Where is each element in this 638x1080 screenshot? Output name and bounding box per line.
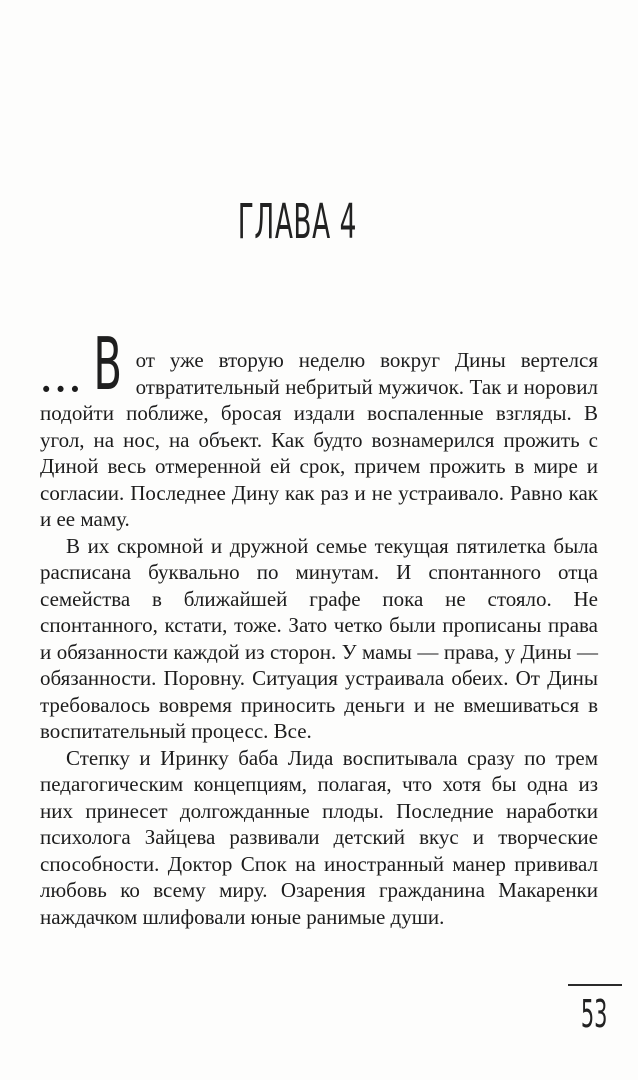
dropcap [40,322,133,406]
ellipsis-dots-icon: ••• [40,378,84,402]
paragraph-1 [40,322,598,533]
paragraph-3: Степку и Иринку баба Лида воспитывала сразу по трем педагогическим концепциям, полагая, что хотя бы одна из них принесет долгожданные плоды. Последние наработки психолога Зайцева развивали детский вкус и творческие способности. Доктор Спок на иностранный манер прививал любовь ко всему миру. Озарения гражданина Макаренки наждачком шлифовали юные ранимые души. [40,745,598,929]
paragraph-1-text: от уже вторую неделю вокруг Дины вертелся отвратительный небритый мужичок. Так и норовил подойти поближе, бросая издали воспаленные взгляды. В угол, на нос, на объект. Как будто вознамерился прожить с Диной весь отмеренной ей срок, причем прожить в мире и согласии. Последнее Дину как раз и не устраивало. Равно как и ее маму. [40,348,598,531]
body-text [40,322,598,930]
footer-rule [568,984,622,986]
paragraph-2: В их скромной и дружной семье текущая пятилетка была расписана буквально по минутам. И спонтанного отца семейства в ближайшей графе пока не стояло. Не спонтанного, кстати, тоже. Зато четко были прописаны права и обязанности каждой из сторон. У мамы — права, у Дины — обязанности. Поровну. Ситуация устраивала обеих. От Дины требовалось вовремя приносить деньги и не вмешиваться в воспитательный процесс. Все. [40,533,598,743]
page-number [566,994,622,1034]
dropcap-letter: В [93,322,123,406]
chapter-heading [0,194,638,250]
chapter-heading-text: ГЛАВА 4 [237,194,357,250]
page-number-text: 53 [580,992,608,1036]
